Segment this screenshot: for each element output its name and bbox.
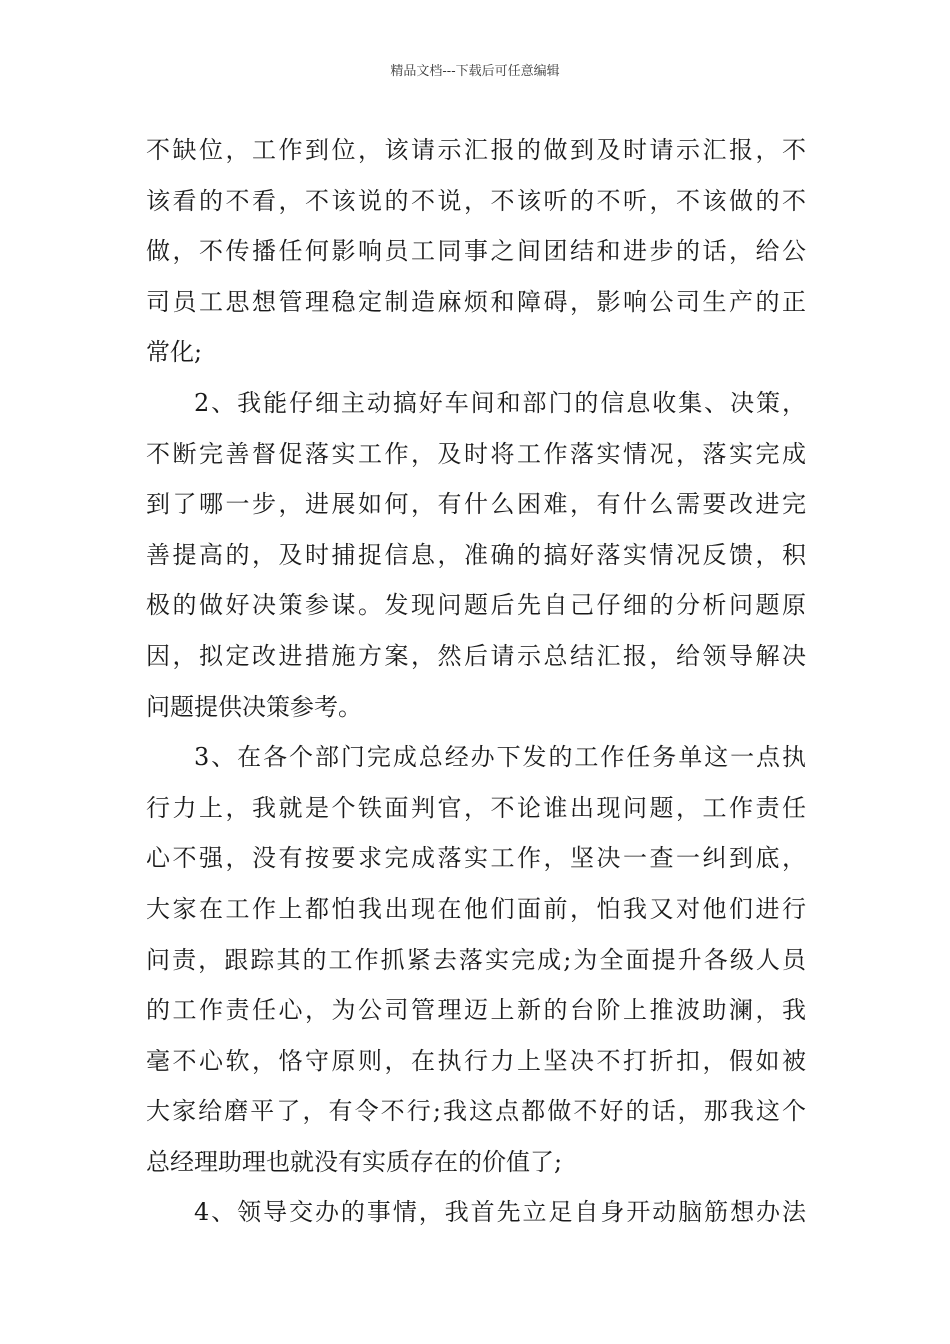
text-line: 问题提供决策参考。 [146,692,362,721]
text-line: 因，拟定改进措施方案，然后请示总结汇报，给领导解决 [146,641,806,670]
text-line: 问责，跟踪其的工作抓紧去落实完成;为全面提升各级人员 [146,945,806,974]
text-line: 司员工思想管理稳定制造麻烦和障碍，影响公司生产的正 [146,287,806,316]
text-line: 善提高的，及时捕捉信息，准确的搞好落实情况反馈，积 [146,540,806,569]
text-line: 该看的不看，不该说的不说，不该听的不听，不该做的不 [146,186,806,215]
paragraph-4-start: 4、领导交办的事情，我首先立足自身开动脑筋想办法 [194,1198,806,1227]
paragraph-3-start: 3、在各个部门完成总经办下发的工作任务单这一点执 [194,743,806,772]
text-line: 到了哪一步，进展如何，有什么困难，有什么需要改进完 [146,490,806,519]
text-line: 毫不心软，恪守原则，在执行力上坚决不打折扣，假如被 [146,1046,806,1075]
text-line: 常化; [146,338,203,367]
text-line: 大家给磨平了，有令不行;我这点都做不好的话，那我这个 [146,1097,806,1126]
text-line: 极的做好决策参谋。发现问题后先自己仔细的分析问题原 [146,591,806,620]
text-line: 做，不传播任何影响员工同事之间团结和进步的话，给公 [146,237,806,266]
text-line: 不断完善督促落实工作，及时将工作落实情况，落实完成 [146,439,806,468]
paragraph-2-start: 2、我能仔细主动搞好车间和部门的信息收集、决策， [194,388,806,417]
text-line: 心不强，没有按要求完成落实工作，坚决一查一纠到底， [146,844,806,873]
text-line: 行力上，我就是个铁面判官，不论谁出现问题，工作责任 [146,793,806,822]
text-line: 不缺位，工作到位，该请示汇报的做到及时请示汇报，不 [146,136,806,164]
text-line: 总经理助理也就没有实质存在的价值了; [146,1147,563,1176]
document-body [146,125,806,1238]
text-line: 大家在工作上都怕我出现在他们面前，怕我又对他们进行 [146,894,806,923]
text-line: 的工作责任心，为公司管理迈上新的台阶上推波助澜，我 [146,996,806,1025]
page-header-watermark: 精品文档---下载后可任意编辑 [390,64,560,79]
